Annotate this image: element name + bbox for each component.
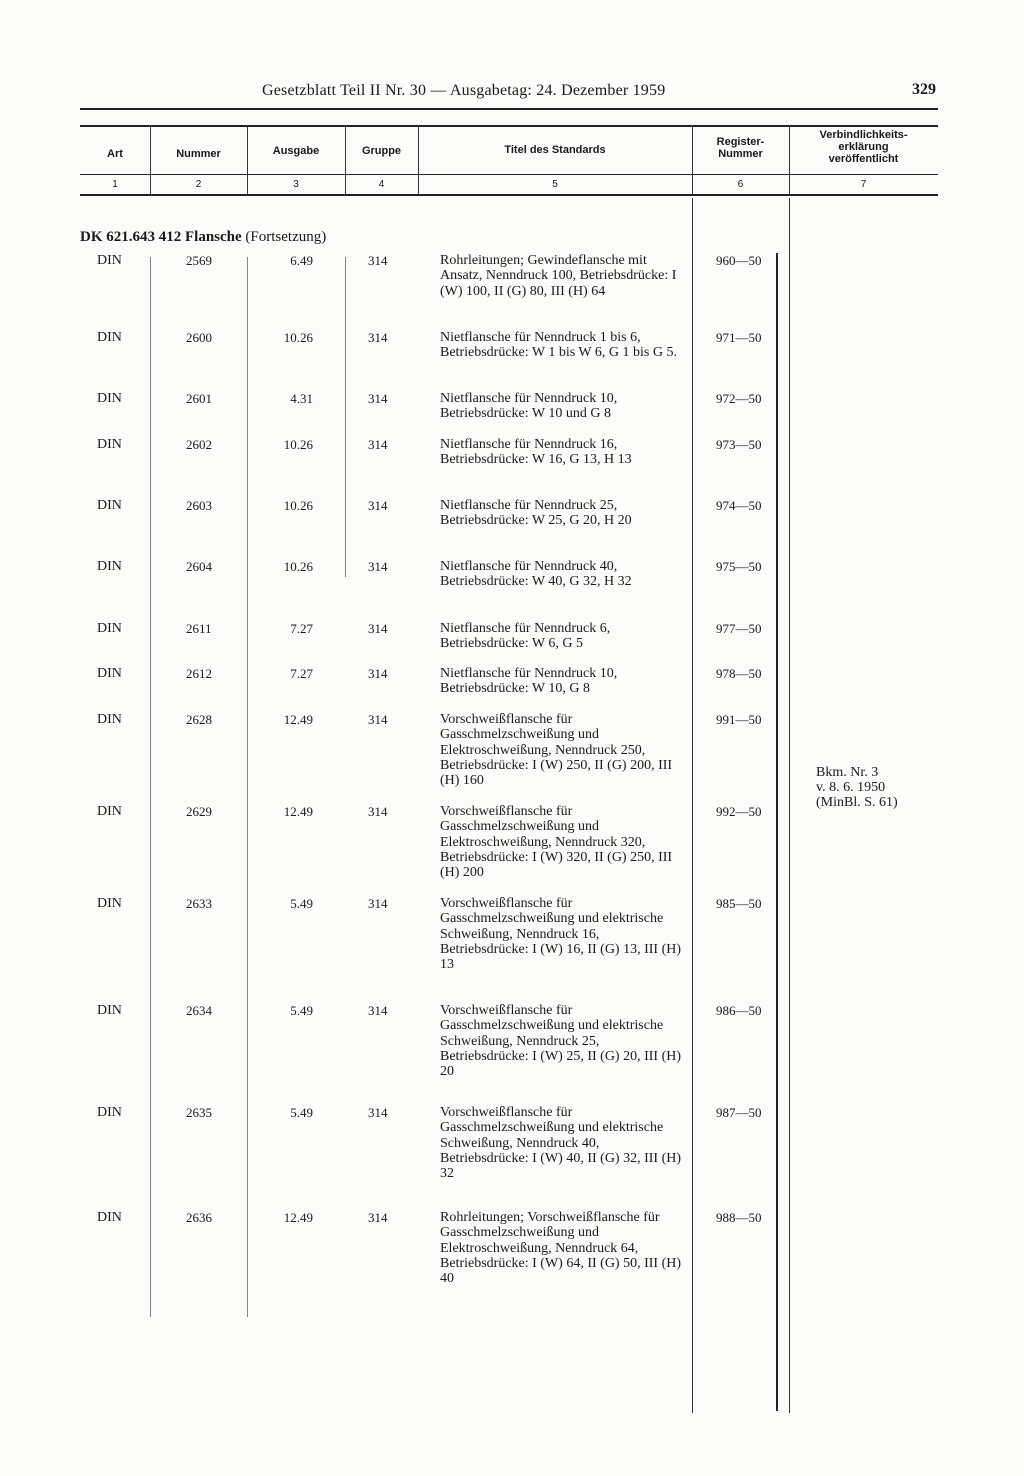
colnum-4: 4 — [378, 179, 385, 190]
cell-nummer: 2634 — [186, 1003, 212, 1018]
cell-gruppe: 314 — [368, 391, 388, 406]
cell-register: 960—50 — [716, 253, 762, 268]
cell-nummer: 2604 — [186, 559, 212, 574]
cell-gruppe: 314 — [368, 253, 388, 268]
cell-art: DIN — [97, 712, 122, 727]
cell-titel: Nietflansche für Nenndruck 1 bis 6, Betriebsdrücke: W 1 bis W 6, G 1 bis G 5. — [440, 330, 677, 361]
cell-titel: Vorschweißflansche für Gasschmelzschweißung und Elektroschweißung, Nenndruck 250, Betriebsdrücke: I (W) 250, II (G) 200, III (H) 160 — [440, 712, 673, 789]
standards-table — [80, 125, 938, 1315]
body-sep-5 — [692, 198, 693, 1413]
cell-ausgabe: 10.26 — [283, 498, 313, 513]
cell-art: DIN — [97, 559, 122, 574]
cell-ausgabe: 5.49 — [290, 1105, 313, 1120]
header-gruppe: Gruppe — [361, 145, 402, 157]
cell-register: 974—50 — [716, 498, 762, 513]
note-line: Bkm. Nr. 3 — [816, 765, 879, 780]
cell-art: DIN — [97, 666, 122, 681]
body-sep-1 — [150, 257, 151, 1317]
cell-ausgabe: 5.49 — [290, 1003, 313, 1018]
cell-register: 985—50 — [716, 896, 762, 911]
cell-art: DIN — [97, 804, 122, 819]
cell-gruppe: 314 — [368, 804, 388, 819]
cell-gruppe: 314 — [368, 559, 388, 574]
table-top-rule — [80, 125, 938, 127]
cell-register: 987—50 — [716, 1105, 762, 1120]
cell-nummer: 2600 — [186, 330, 212, 345]
column-number-rule — [80, 194, 938, 196]
colnum-6: 6 — [737, 179, 744, 190]
header-ausgabe: Ausgabe — [272, 145, 320, 157]
header-verbindlichkeit: Verbindlichkeits- erklärung veröffentlicht — [819, 129, 908, 165]
cell-register: 988—50 — [716, 1210, 762, 1225]
cell-nummer: 2602 — [186, 437, 212, 452]
note-line: v. 8. 6. 1950 — [816, 780, 886, 795]
cell-gruppe: 314 — [368, 666, 388, 681]
cell-register: 972—50 — [716, 391, 762, 406]
cell-titel: Nietflansche für Nenndruck 40, Betriebsdrücke: W 40, G 32, H 32 — [440, 559, 632, 590]
cell-art: DIN — [97, 391, 122, 406]
colnum-7: 7 — [860, 179, 867, 190]
cell-ausgabe: 5.49 — [290, 896, 313, 911]
cell-titel: Vorschweißflansche für Gasschmelzschweißung und elektrische Schweißung, Nenndruck 40, Betriebsdrücke: I (W) 40, II (G) 32, III (H) 32 — [440, 1105, 682, 1182]
colnum-2: 2 — [195, 179, 202, 190]
body-sep-6 — [789, 198, 790, 1413]
header-rule — [80, 174, 938, 175]
cell-titel: Nietflansche für Nenndruck 10, Betriebsdrücke: W 10, G 8 — [440, 666, 618, 697]
cell-ausgabe: 4.31 — [290, 391, 313, 406]
section-title — [80, 229, 326, 246]
cell-gruppe: 314 — [368, 621, 388, 636]
cell-ausgabe: 10.26 — [283, 330, 313, 345]
cell-nummer: 2569 — [186, 253, 212, 268]
colnum-1: 1 — [112, 179, 118, 190]
cell-nummer: 2628 — [186, 712, 212, 727]
cell-gruppe: 314 — [368, 1105, 388, 1120]
cell-ausgabe: 12.49 — [283, 712, 313, 727]
cell-titel: Nietflansche für Nenndruck 25, Betriebsdrücke: W 25, G 20, H 20 — [440, 498, 632, 529]
cell-titel: Rohrleitungen; Gewindeflansche mit Ansatz, Nenndruck 100, Betriebsdrücke: I (W) 100, II (G) 80, III (H) 64 — [440, 253, 677, 299]
header-titel: Titel des Standards — [504, 144, 606, 156]
section-suffix: (Fortsetzung) — [245, 229, 327, 245]
cell-register: 973—50 — [716, 437, 762, 452]
cell-register: 992—50 — [716, 804, 762, 819]
page-header — [80, 78, 938, 110]
cell-ausgabe: 12.49 — [283, 1210, 313, 1225]
cell-register: 986—50 — [716, 1003, 762, 1018]
cell-titel: Nietflansche für Nenndruck 10, Betriebsdrücke: W 10 und G 8 — [440, 391, 618, 422]
cell-gruppe: 314 — [368, 1003, 388, 1018]
cell-register: 975—50 — [716, 559, 762, 574]
cell-titel: Rohrleitungen; Vorschweißflansche für Gasschmelzschweißung und Elektroschweißung, Nenndruck 64, Betriebsdrücke: I (W) 64, II (G) 50, III (H) 40 — [440, 1210, 682, 1287]
note-line: (MinBl. S. 61) — [816, 795, 898, 810]
verbindlichkeit-note — [816, 765, 898, 810]
cell-gruppe: 314 — [368, 712, 388, 727]
cell-art: DIN — [97, 1003, 122, 1018]
cell-ausgabe: 12.49 — [283, 804, 313, 819]
cell-ausgabe: 10.26 — [283, 437, 313, 452]
cell-ausgabe: 7.27 — [290, 621, 313, 636]
cell-nummer: 2633 — [186, 896, 212, 911]
cell-ausgabe: 7.27 — [290, 666, 313, 681]
body-sep-2 — [247, 257, 248, 1317]
cell-titel: Vorschweißflansche für Gasschmelzschweißung und elektrische Schweißung, Nenndruck 16, Betriebsdrücke: I (W) 16, II (G) 13, III (H) 13 — [440, 896, 682, 973]
cell-nummer: 2629 — [186, 804, 212, 819]
cell-register: 978—50 — [716, 666, 762, 681]
cell-art: DIN — [97, 896, 122, 911]
cell-gruppe: 314 — [368, 1210, 388, 1225]
cell-nummer: 2611 — [186, 621, 212, 636]
cell-register: 971—50 — [716, 330, 762, 345]
grouping-brace — [776, 253, 778, 1411]
cell-art: DIN — [97, 330, 122, 345]
cell-nummer: 2635 — [186, 1105, 212, 1120]
cell-art: DIN — [97, 621, 122, 636]
header-art: Art — [107, 148, 123, 160]
cell-register: 977—50 — [716, 621, 762, 636]
cell-titel: Vorschweißflansche für Gasschmelzschweißung und Elektroschweißung, Nenndruck 320, Betriebsdrücke: I (W) 320, II (G) 250, III (H) 200 — [440, 804, 673, 881]
cell-ausgabe: 10.26 — [283, 559, 313, 574]
cell-art: DIN — [97, 1210, 122, 1225]
header-nummer: Nummer — [176, 148, 221, 160]
cell-gruppe: 314 — [368, 330, 388, 345]
colnum-3: 3 — [293, 179, 299, 190]
cell-nummer: 2636 — [186, 1210, 212, 1225]
cell-art: DIN — [97, 253, 122, 268]
body-sep-3 — [345, 257, 346, 577]
colnum-5: 5 — [552, 179, 558, 190]
cell-titel: Vorschweißflansche für Gasschmelzschweißung und elektrische Schweißung, Nenndruck 25, Betriebsdrücke: I (W) 25, II (G) 20, III (H) 20 — [440, 1003, 682, 1080]
cell-nummer: 2601 — [186, 391, 212, 406]
cell-register: 991—50 — [716, 712, 762, 727]
header-title: Gesetzblatt Teil II Nr. 30 — Ausgabetag: 24. Dezember 1959 — [262, 82, 666, 99]
cell-gruppe: 314 — [368, 437, 388, 452]
cell-gruppe: 314 — [368, 896, 388, 911]
page-number: 329 — [912, 81, 936, 98]
cell-titel: Nietflansche für Nenndruck 6, Betriebsdrücke: W 6, G 5 — [440, 621, 611, 652]
cell-gruppe: 314 — [368, 498, 388, 513]
cell-nummer: 2612 — [186, 666, 212, 681]
cell-art: DIN — [97, 498, 122, 513]
cell-art: DIN — [97, 437, 122, 452]
cell-nummer: 2603 — [186, 498, 212, 513]
cell-ausgabe: 6.49 — [290, 253, 313, 268]
cell-art: DIN — [97, 1105, 122, 1120]
cell-titel: Nietflansche für Nenndruck 16, Betriebsdrücke: W 16, G 13, H 13 — [440, 437, 632, 468]
section-code: DK 621.643 412 Flansche — [80, 229, 242, 245]
header-register: Register- Nummer — [716, 136, 765, 160]
